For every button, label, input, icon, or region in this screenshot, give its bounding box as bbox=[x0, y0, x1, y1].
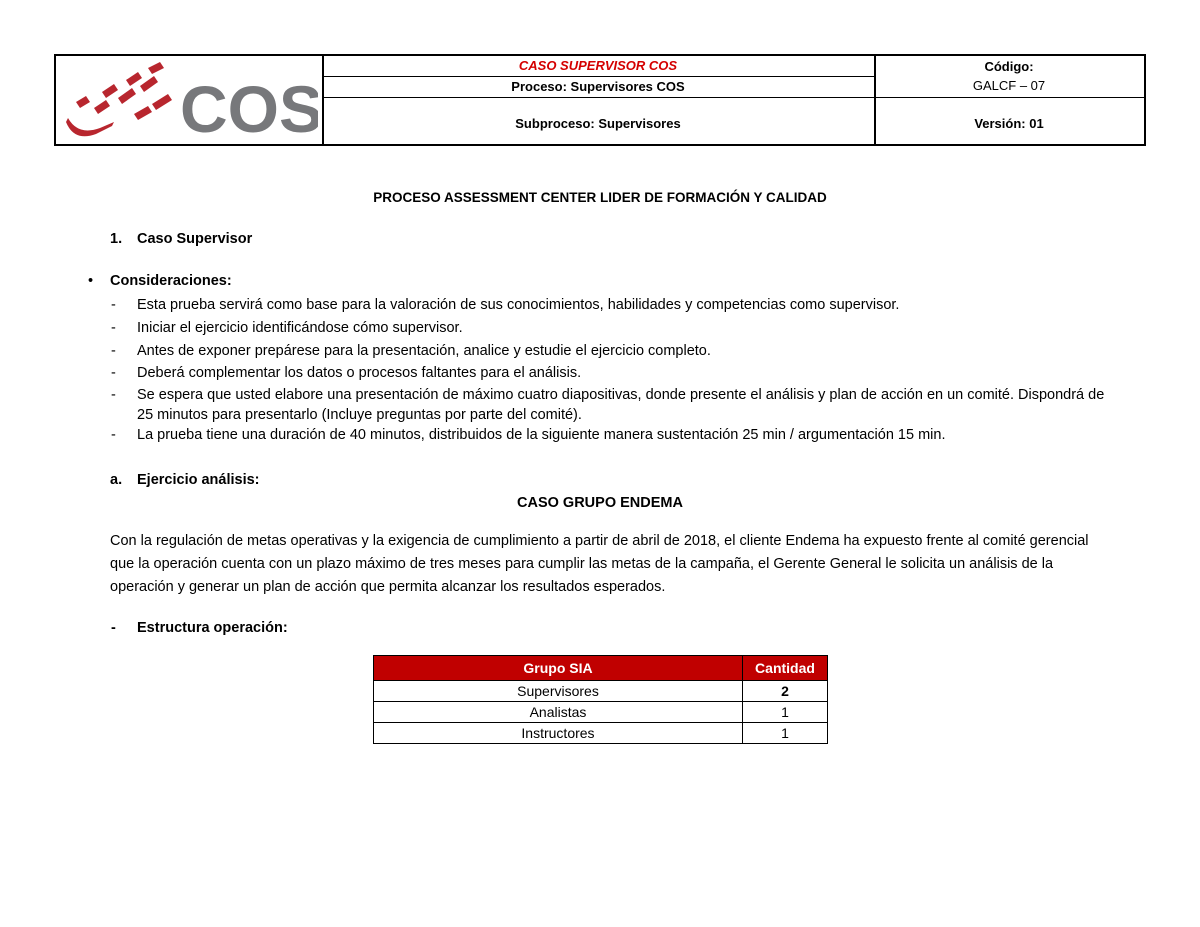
code-value: GALCF – 07 bbox=[972, 78, 1046, 93]
case-heading: CASO GRUPO ENDEMA bbox=[517, 495, 683, 511]
document-header bbox=[54, 54, 1146, 146]
table-row bbox=[374, 723, 828, 744]
logo-text: COS bbox=[180, 72, 318, 144]
consideration-item: Antes de exponer prepárese para la presentación, analice y estudie el ejercicio completo. bbox=[137, 343, 711, 359]
column-header: Grupo SIA bbox=[374, 656, 743, 681]
table-cell: 1 bbox=[743, 702, 828, 723]
consideration-item: Iniciar el ejercicio identificándose cómo supervisor. bbox=[137, 320, 463, 336]
consideration-item-continued: 25 minutos para presentarlo (Incluye preguntas por parte del comité). bbox=[137, 407, 582, 423]
table-cell: Supervisores bbox=[374, 681, 743, 702]
table-cell: Instructores bbox=[374, 723, 743, 744]
document-title: PROCESO ASSESSMENT CENTER LIDER DE FORMACIÓN Y CALIDAD bbox=[373, 190, 827, 205]
table-cell: 1 bbox=[743, 723, 828, 744]
structure-title: Estructura operación: bbox=[137, 620, 288, 636]
dash-marker: - bbox=[111, 343, 116, 359]
subprocess-label: Subproceso: Supervisores bbox=[515, 116, 681, 131]
code-label: Código: bbox=[984, 59, 1034, 74]
cos-logo bbox=[56, 56, 318, 144]
dash-marker: - bbox=[111, 427, 116, 443]
table-row bbox=[374, 681, 828, 702]
consideration-item: Deberá complementar los datos o procesos faltantes para el análisis. bbox=[137, 365, 582, 381]
case-title: CASO SUPERVISOR COS bbox=[322, 56, 874, 77]
process-label: Proceso: Supervisores COS bbox=[322, 77, 874, 98]
paragraph-line: que la operación cuenta con un plazo máximo de tres meses para cumplir las metas de la campaña, el Gerente General le solicita un análisis de la bbox=[110, 556, 1054, 572]
logo-cell bbox=[56, 56, 324, 144]
consideration-item: Se espera que usted elabore una presentación de máximo cuatro diapositivas, donde presente el análisis y plan de acción en un comité. Dispondrá de bbox=[137, 387, 1105, 403]
structure-table bbox=[373, 655, 828, 744]
table-cell: 2 bbox=[743, 681, 828, 702]
header-right bbox=[874, 56, 1144, 144]
table-cell: Analistas bbox=[374, 702, 743, 723]
consideration-item: Esta prueba servirá como base para la valoración de sus conocimientos, habilidades y competencias como supervisor. bbox=[137, 297, 900, 313]
table-header-row bbox=[374, 656, 828, 681]
dash-marker: - bbox=[111, 387, 116, 403]
subsection-letter: a. bbox=[110, 472, 123, 488]
paragraph-line: operación y generar un plan de acción que permita alcanzar los resultados esperados. bbox=[110, 579, 666, 595]
subsection-title: Ejercicio análisis: bbox=[137, 472, 260, 488]
header-divider bbox=[874, 97, 1144, 98]
dash-marker: - bbox=[111, 320, 116, 336]
paragraph-line: Con la regulación de metas operativas y la exigencia de cumplimiento a partir de abril de 2018, el cliente Endema ha expuesto frente al comité gerencial bbox=[110, 533, 1089, 549]
consideration-item: La prueba tiene una duración de 40 minutos, distribuidos de la siguiente manera sustentación 25 min / argumentación 15 min. bbox=[137, 427, 946, 443]
dash-marker: - bbox=[111, 365, 116, 381]
bullet-icon: • bbox=[88, 273, 94, 289]
considerations-title: Consideraciones: bbox=[110, 273, 232, 289]
column-header: Cantidad bbox=[743, 656, 828, 681]
table-row bbox=[374, 702, 828, 723]
header-middle bbox=[322, 56, 876, 144]
section-title: Caso Supervisor bbox=[137, 231, 253, 247]
version-label: Versión: 01 bbox=[974, 116, 1044, 131]
dash-marker: - bbox=[111, 620, 116, 636]
section-number: 1. bbox=[110, 231, 123, 247]
dash-marker: - bbox=[111, 297, 116, 313]
